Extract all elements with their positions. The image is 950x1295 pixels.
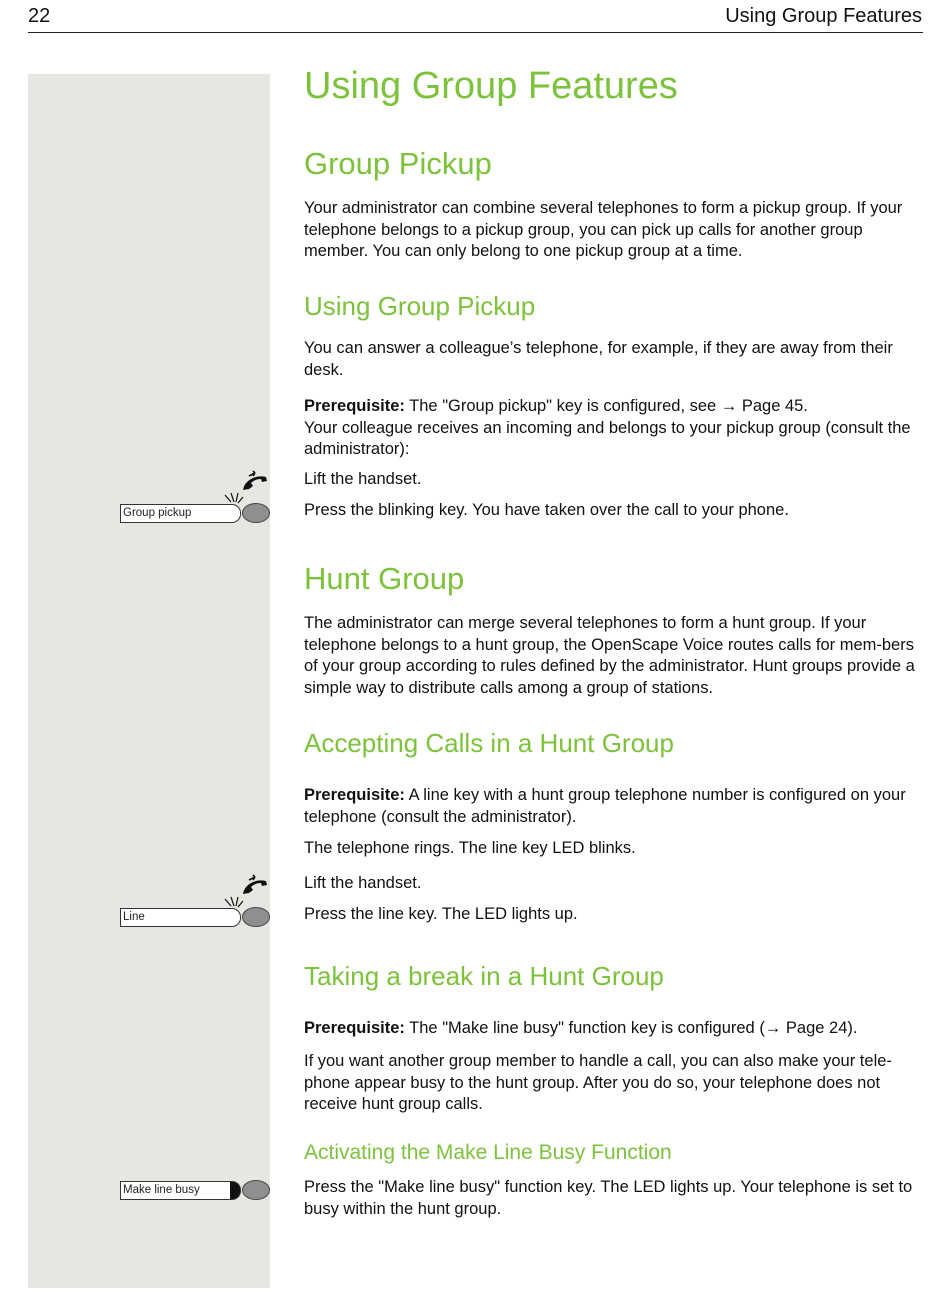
prerequisite-label: Prerequisite: (304, 1019, 405, 1037)
group-pickup-intro: Your administrator can combine several telephones to form a pickup group. If your telephone belongs to a pickup group, you can pick up calls for another group member. You can only belong to one pickup group at a time. (304, 199, 903, 260)
line-led (242, 907, 270, 927)
handset-lift-icon (240, 874, 270, 898)
hunt-group-intro: The administrator can merge several telephones to form a hunt group. If your telephone belongs to a hunt group, the OpenScape Voice routes calls for mem-bers of your group according to rules defined by the administrator. Hunt groups provide a simple way to distribute calls among a group of stations. (304, 614, 915, 697)
activating-heading: Activating the Make Line Busy Function (304, 1141, 672, 1164)
group-pickup-led (242, 503, 270, 523)
make-line-busy-key[interactable]: Make line busy (120, 1181, 232, 1200)
using-group-pickup-intro: You can answer a colleague’s telephone, for example, if they are away from their desk. (304, 339, 893, 379)
press-blinking-instruction: Press the blinking key. You have taken over the call to your phone. (304, 501, 789, 519)
using-group-pickup-heading: Using Group Pickup (304, 291, 536, 321)
line-key[interactable]: Line (120, 908, 232, 927)
break-prerequisite (304, 1018, 924, 1040)
pickup-prerequisite (304, 396, 924, 461)
prerequisite-label: Prerequisite: (304, 786, 405, 804)
break-prereq-text: The "Make line busy" function key is configured (→ Page 24). (409, 1019, 858, 1037)
group-pickup-key[interactable]: Group pickup (120, 504, 232, 523)
header-rule (28, 32, 923, 33)
press-line-instruction: Press the line key. The LED lights up. (304, 905, 578, 923)
rings-text: The telephone rings. The line key LED blinks. (304, 839, 636, 857)
running-title: Using Group Features (725, 5, 922, 27)
handset-lift-icon (240, 470, 270, 494)
lift-handset-instruction: Lift the handset. (304, 470, 422, 488)
page-title: Using Group Features (304, 65, 678, 107)
group-pickup-heading: Group Pickup (304, 146, 492, 181)
taking-break-heading: Taking a break in a Hunt Group (304, 961, 664, 991)
accepting-calls-heading: Accepting Calls in a Hunt Group (304, 728, 674, 758)
pickup-prereq-text-2: Your colleague receives an incoming and belongs to your pickup group (consult the administrator): (304, 418, 911, 458)
pickup-prereq-text: The "Group pickup" key is configured, see → Page 45. (409, 397, 808, 415)
break-intro: If you want another group member to handle a call, you can also make your tele-phone appear busy to the hunt group. After you do so, your telephone does not receive hunt group calls. (304, 1052, 892, 1113)
prerequisite-label: Prerequisite: (304, 397, 405, 415)
page-number: 22 (28, 5, 51, 27)
hunt-group-heading: Hunt Group (304, 561, 465, 596)
press-make-busy-instruction: Press the "Make line busy" function key. The LED lights up. Your telephone is set to busy within the hunt group. (304, 1178, 913, 1218)
sidebar-column (28, 74, 270, 1288)
accepting-prereq-text: A line key with a hunt group telephone number is configured on your telephone (consult the administrator). (304, 786, 906, 826)
make-line-busy-led (242, 1180, 270, 1200)
lift-handset-instruction-2: Lift the handset. (304, 874, 422, 892)
accepting-prerequisite (304, 785, 924, 828)
